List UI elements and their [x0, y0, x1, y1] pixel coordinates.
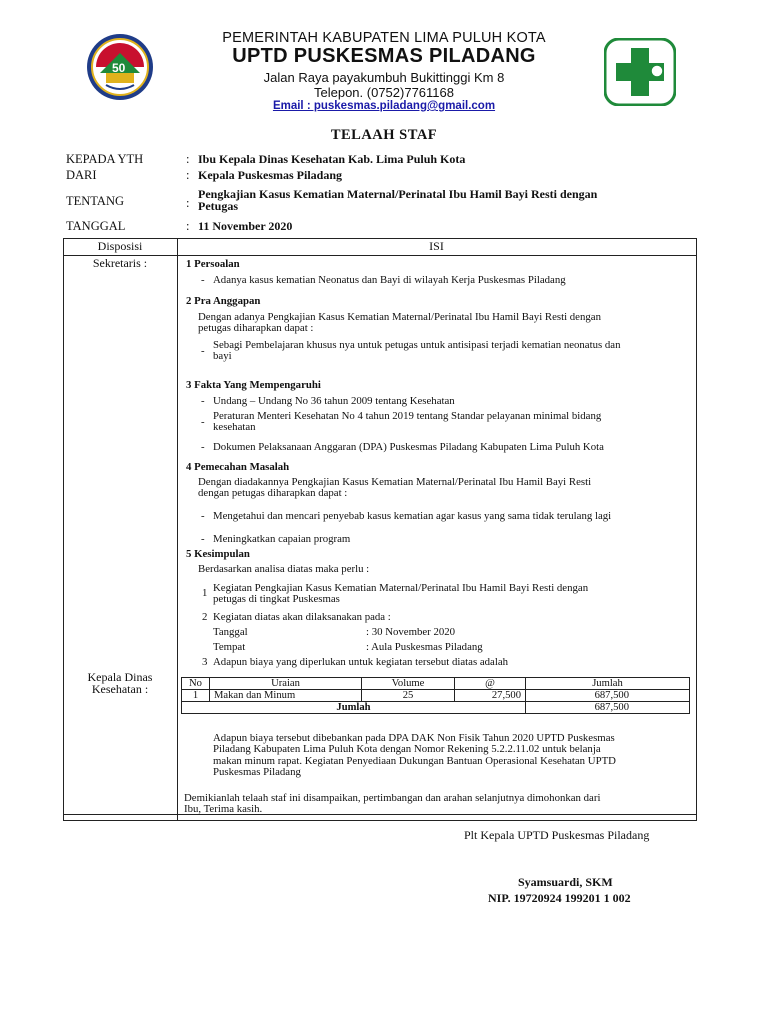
fakta-item-2-line2: kesehatan [213, 421, 256, 433]
disposisi-kadinkes-line2: Kesehatan : [91, 682, 149, 696]
disposisi-sekretaris: Sekretaris : [92, 256, 148, 270]
tentang-label: TENTANG [66, 194, 125, 208]
kesimpulan-number-1: 1 [202, 587, 208, 599]
kesimpulan-number-2: 2 [202, 611, 208, 623]
section-persoalan-title: 1 Persoalan [186, 258, 240, 270]
pemecahan-item-1: Mengetahui dan mencari penyebab kasus kematian agar kasus yang sama tidak terulang lagi [213, 510, 612, 522]
header-institution: UPTD PUSKESMAS PILADANG [232, 45, 536, 67]
colon: : [186, 219, 190, 233]
kesimpulan-item-1-line2: petugas di tingkat Puskesmas [213, 593, 340, 605]
bullet-dash: - [201, 441, 205, 453]
section-pemecahan-title: 4 Pemecahan Masalah [186, 461, 290, 473]
table-divider-vertical [177, 238, 178, 820]
biaya-header-harga: @ [455, 678, 526, 690]
table-row [182, 690, 690, 702]
closing-para-line3: makan minum rapat. Kegiatan Penyediaan Dukungan Bantuan Operasional Kesehatan UPTD [213, 755, 616, 767]
disposisi-kadinkes-line1: Kepala Dinas [87, 670, 153, 684]
bullet-dash: - [201, 510, 205, 522]
fakta-item-3: Dokumen Pelaksanaan Anggaran (DPA) Puskesmas Piladang Kabupaten Lima Puluh Kota [213, 441, 604, 453]
section-fakta-title: 3 Fakta Yang Mempengaruhi [186, 379, 321, 391]
pra-anggapan-para-line2: petugas diharapkan dapat : [198, 322, 314, 334]
biaya-cell-no: 1 [182, 690, 210, 702]
header-email-link[interactable]: Email : puskesmas.piladang@gmail.com [272, 100, 496, 112]
biaya-header-no: No [182, 678, 210, 690]
pemecahan-item-2: Meningkatkan capaian program [213, 533, 351, 545]
kesimpulan-number-3: 3 [202, 656, 208, 668]
dari-value: Kepala Puskesmas Piladang [198, 168, 343, 182]
header-address: Jalan Raya payakumbuh Bukittinggi Km 8 [263, 70, 505, 85]
biaya-total-value: 687,500 [526, 702, 690, 714]
bullet-dash: - [201, 533, 205, 545]
pelaksanaan-tanggal-label: Tanggal [213, 626, 248, 638]
closing-final-line1: Demikianlah telaah staf ini disampaikan, pertimbangan dan arahan selanjutnya dimohonkan dari [184, 792, 601, 804]
tanggal-value: 11 November 2020 [198, 219, 293, 233]
signature-title: Plt Kepala UPTD Puskesmas Piladang [464, 828, 650, 842]
colon: : [186, 152, 190, 166]
closing-para-line2: Piladang Kabupaten Lima Puluh Kota dengan Nomor Rekening 5.2.2.11.02 untuk belanja [213, 743, 601, 755]
pemecahan-para-line1: Dengan diadakannya Pengkajian Kasus Kematian Maternal/Perinatal Ibu Hamil Bayi Resti [198, 476, 592, 488]
tentang-value-line2: Petugas [198, 199, 238, 213]
kesimpulan-item-2: Kegiatan diatas akan dilaksanakan pada : [213, 611, 391, 623]
section-kesimpulan-title: 5 Kesimpulan [186, 548, 250, 560]
bullet-dash: - [201, 395, 205, 407]
biaya-cell-uraian: Makan dan Minum [210, 690, 362, 702]
pelaksanaan-tanggal-value: : 30 November 2020 [366, 626, 456, 638]
colon: : [186, 196, 190, 210]
bullet-dash: - [201, 345, 205, 357]
column-header-disposisi: Disposisi [97, 239, 143, 253]
pelaksanaan-tempat-value: : Aula Puskesmas Piladang [366, 641, 483, 653]
bullet-dash: - [201, 416, 205, 428]
signature-nip: NIP. 19720924 199201 1 002 [488, 891, 631, 905]
bullet-dash: - [201, 274, 205, 286]
closing-final-line2: Ibu, Terima kasih. [184, 803, 263, 815]
header-phone: Telepon. (0752)7761168 [314, 85, 454, 100]
closing-para-line4: Puskesmas Piladang [213, 766, 301, 778]
kepada-value: Ibu Kepala Dinas Kesehatan Kab. Lima Puluh Kota [198, 152, 466, 166]
closing-para-line1: Adapun biaya tersebut dibebankan pada DPA DAK Non Fisik Tahun 2020 UPTD Puskesmas [213, 732, 615, 744]
pelaksanaan-tempat-label: Tempat [213, 641, 246, 653]
biaya-header-volume: Volume [362, 678, 455, 690]
pra-anggapan-para-line1: Dengan adanya Pengkajian Kasus Kematian Maternal/Perinatal Ibu Hamil Bayi Resti dengan [198, 311, 601, 323]
pra-anggapan-item-line1: Sebagi Pembelajaran khusus nya untuk petugas untuk antisipasi terjadi kematian neonatus dan [213, 339, 621, 351]
biaya-cell-harga: 27,500 [455, 690, 526, 702]
pemecahan-para-line2: dengan petugas diharapkan dapat : [198, 487, 348, 499]
dari-label: DARI [66, 168, 97, 182]
biaya-total-row [182, 702, 690, 714]
table-divider-bottom [63, 814, 696, 815]
fakta-item-2-line1: Peraturan Menteri Kesehatan No 4 tahun 2019 tentang Standar pelayanan minimal bidang [213, 410, 602, 422]
fakta-item-1: Undang – Undang No 36 tahun 2009 tentang Kesehatan [213, 395, 455, 407]
biaya-header-row [182, 678, 690, 690]
colon: : [186, 168, 190, 182]
column-header-isi: ISI [429, 239, 444, 253]
tentang-value-line1: Pengkajian Kasus Kematian Maternal/Perinatal Ibu Hamil Bayi Resti dengan [198, 187, 598, 201]
biaya-header-uraian: Uraian [210, 678, 362, 690]
biaya-total-label: Jumlah [182, 702, 526, 714]
biaya-header-jumlah: Jumlah [526, 678, 690, 690]
puskesmas-logo [604, 38, 676, 106]
persoalan-item: Adanya kasus kematian Neonatus dan Bayi di wilayah Kerja Puskesmas Piladang [213, 274, 566, 286]
section-pra-anggapan-title: 2 Pra Anggapan [186, 295, 261, 307]
biaya-table [181, 677, 690, 714]
biaya-cell-jumlah: 687,500 [526, 690, 690, 702]
tanggal-label: TANGGAL [66, 219, 126, 233]
table-divider-header [63, 255, 696, 256]
kesimpulan-item-1-line1: Kegiatan Pengkajian Kasus Kematian Maternal/Perinatal Ibu Hamil Bayi Resti dengan [213, 582, 589, 594]
logo-anniversary-text: 50 [112, 61, 126, 75]
pra-anggapan-item-line2: bayi [213, 350, 232, 362]
kesimpulan-item-3: Adapun biaya yang diperlukan untuk kegiatan tersebut diatas adalah [213, 656, 509, 668]
signature-name: Syamsuardi, SKM [518, 875, 613, 889]
kepada-label: KEPADA YTH [66, 152, 144, 166]
document-title: TELAAH STAF [330, 127, 438, 143]
header-government: PEMERINTAH KABUPATEN LIMA PULUH KOTA [222, 30, 546, 46]
kesimpulan-para: Berdasarkan analisa diatas maka perlu : [198, 563, 370, 575]
biaya-cell-volume: 25 [362, 690, 455, 702]
